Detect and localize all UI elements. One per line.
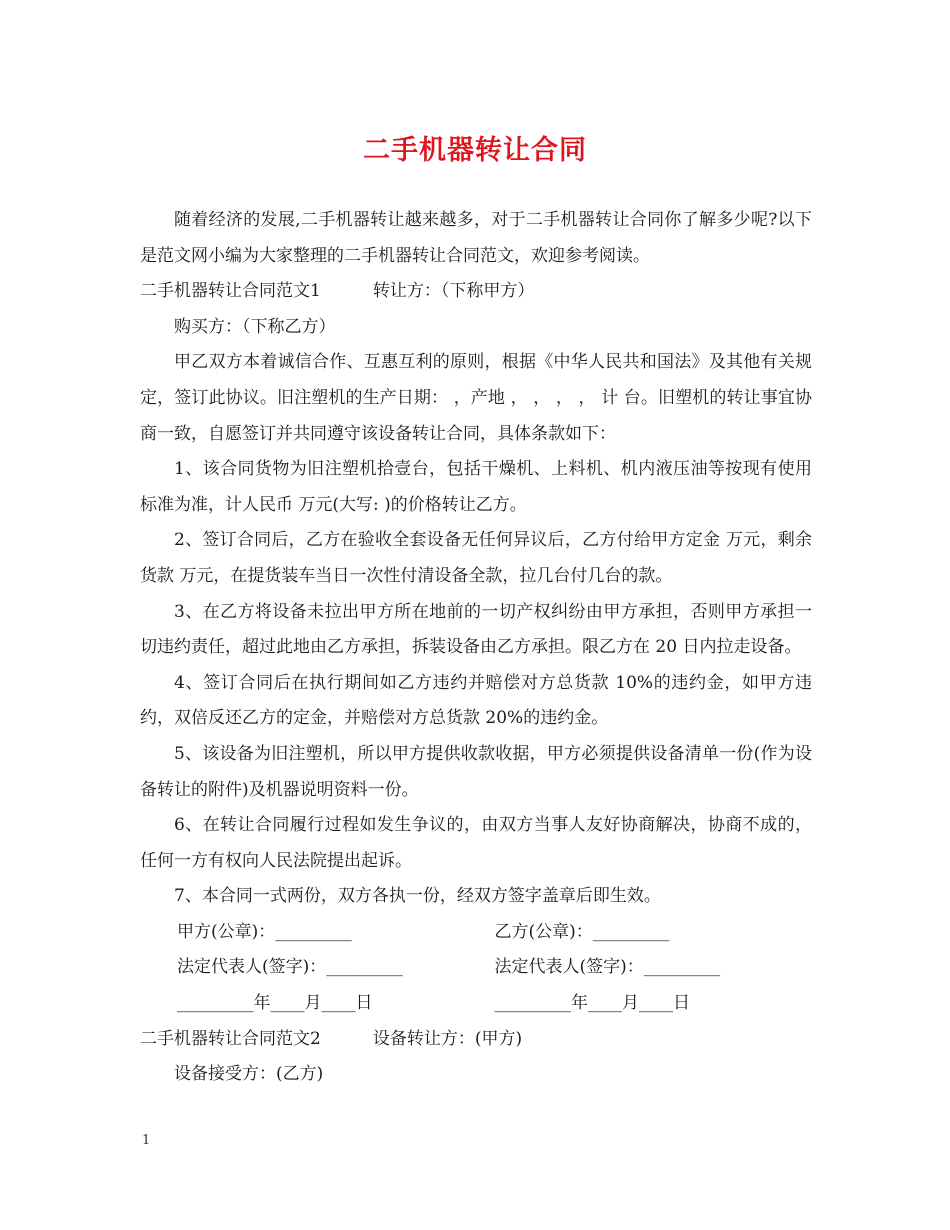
party-b-date: _________年____月____日 (494, 993, 690, 1014)
party-b-seal: 乙方(公章)：_________ (494, 921, 670, 942)
clause-1: 1、该合同货物为旧注塑机拾壹台，包括干燥机、上料机、机内液压油等按现有使用标准为准，计人民币 万元(大写: )的价格转让乙方。 (140, 459, 812, 515)
party-a-representative: 法定代表人(签字)：_________ (177, 957, 403, 978)
intro-paragraph: 随着经济的发展,二手机器转让越来越多，对于二手机器转让合同你了解多少呢?以下是范文网小编为大家整理的二手机器转让合同范文，欢迎参考阅读。 (140, 210, 812, 266)
page-number: 1 (142, 1133, 151, 1148)
clause-5: 5、该设备为旧注塑机，所以甲方提供收款收据，甲方必须提供设备清单一份(作为设备转让的附件)及机器说明资料一份。 (140, 743, 812, 800)
sample1-heading-line (140, 274, 812, 310)
party-a-date: _________年____月____日 (177, 993, 373, 1014)
clause-7: 7、本合同一式两份，双方各执一份，经双方签字盖章后即生效。 (174, 886, 661, 907)
signature-row-representative (140, 950, 812, 986)
clause-6: 6、在转让合同履行过程如发生争议的，由双方当事人友好协商解决，协商不成的，任何一方有权向人民法院提出起诉。 (140, 815, 812, 871)
sample1-heading: 二手机器转让合同范文1 (140, 281, 321, 302)
party-a-seal: 甲方(公章)：_________ (177, 921, 352, 942)
clause-3: 3、在乙方将设备未拉出甲方所在地前的一切产权纠纷由甲方承担，否则甲方承担一切违约责任，超过此地由乙方承担，拆装设备由乙方承担。限乙方在 20 日内拉走设备。 (140, 601, 812, 658)
party-b-representative: 法定代表人(签字)：_________ (494, 957, 721, 978)
sample1-buyer: 购买方：（下称乙方） (174, 316, 336, 337)
sample2-heading: 二手机器转让合同范文2 (140, 1028, 321, 1049)
sample1-transferor: 转让方：（下称甲方） (372, 281, 535, 302)
signature-row-date (140, 986, 812, 1022)
sample2-heading-line (140, 1022, 812, 1058)
signature-row-seal (140, 915, 812, 951)
clause-4: 4、签订合同后在执行期间如乙方违约并赔偿对方总货款 10%的违约金，如甲方违约，双倍反还乙方的定金，并赔偿对方总货款 20%的违约金。 (140, 672, 812, 729)
clause-2: 2、签订合同后，乙方在验收全套设备无任何异议后，乙方付给甲方定金 万元，剩余货款 万元，在提货装车当日一次性付清设备全款，拉几台付几台的款。 (140, 530, 812, 586)
document-title: 二手机器转让合同 (363, 135, 587, 166)
sample2-receiver: 设备接受方：(乙方) (174, 1064, 324, 1085)
document-body (140, 203, 812, 1093)
preamble-paragraph: 甲乙双方本着诚信合作、互惠互利的原则，根据《中华人民共和国法》及其他有关规定，签订此协议。旧注塑机的生产日期： ，产地 ， ， ， ， 计 台。旧塑机的转让事宜协商一致，自愿签订并共同遵守该设备转让合同，具体条款如下： (140, 352, 812, 444)
sample2-transferor: 设备转让方：(甲方) (372, 1028, 523, 1049)
